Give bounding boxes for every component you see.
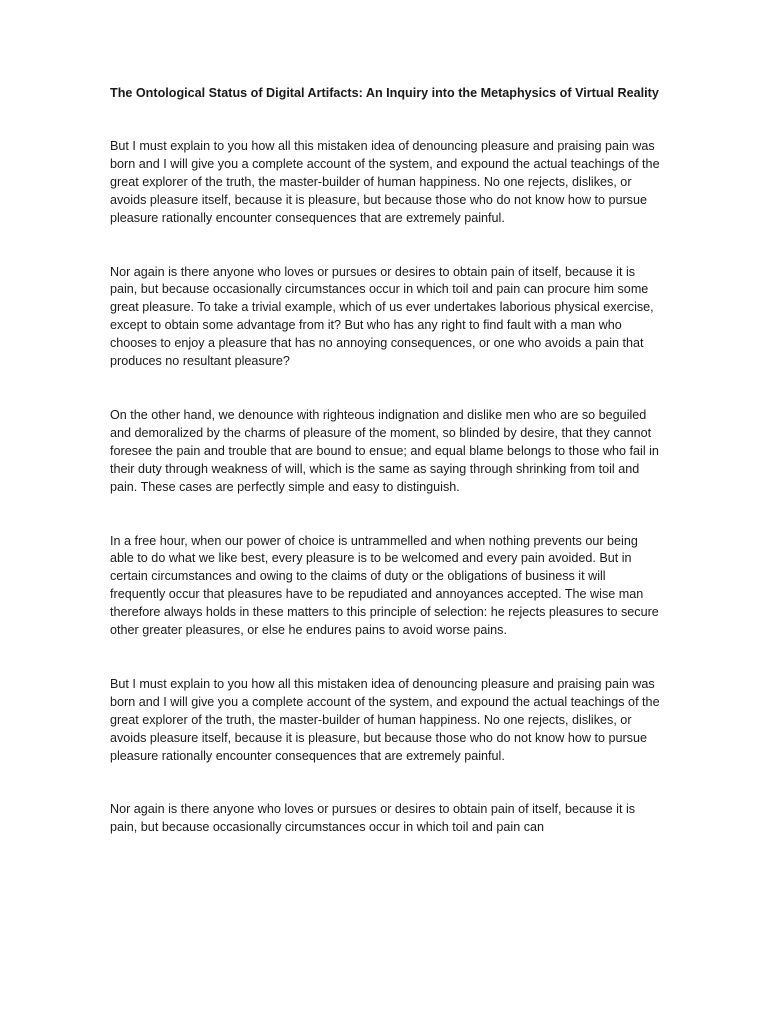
paragraph: Nor again is there anyone who loves or pursues or desires to obtain pain of itself, because it is pain, but because occasionally circumstances occur in which toil and pain can procure him some great pleasure. To take a trivial example, which of us ever undertakes laborious physical exercise, except to obtain some advantage from it? But who has any right to find fault with a man who chooses to enjoy a pleasure that has no annoying consequences, or one who avoids a pain that produces no resultant pleasure? — [110, 264, 654, 369]
paragraph: But I must explain to you how all this mistaken idea of denouncing pleasure and praising pain was born and I will give you a complete account of the system, and expound the actual teachings of the great explorer of the truth, the master-builder of human happiness. No one rejects, dislikes, or avoids pleasure itself, because it is pleasure, but because those who do not know how to pursue pleasure rationally encounter consequences that are extremely painful. — [110, 139, 660, 225]
document-body — [110, 84, 662, 873]
paragraph: On the other hand, we denounce with righteous indignation and dislike men who are so beguiled and demoralized by the charms of pleasure of the moment, so blinded by desire, that they cannot foresee the pain and trouble that are bound to ensue; and equal blame belongs to those who fail in their duty through weakness of will, which is the same as saying through shrinking from toil and pain. These cases are perfectly simple and easy to distinguish. — [110, 407, 659, 494]
paragraph: In a free hour, when our power of choice is untrammelled and when nothing prevents our being able to do what we like best, every pleasure is to be welcomed and every pain avoided. But in certain circumstances and owing to the claims of duty or the obligations of business it will frequently occur that pleasures have to be repudiated and annoyances accepted. The wise man therefore always holds in these matters to this principle of selection: he rejects pleasures to secure other greater pleasures, or else he endures pains to avoid worse pains. — [110, 533, 659, 638]
paragraph: But I must explain to you how all this mistaken idea of denouncing pleasure and praising pain was born and I will give you a complete account of the system, and expound the actual teachings of the great explorer of the truth, the master-builder of human happiness. No one rejects, dislikes, or avoids pleasure itself, because it is pleasure, but because those who do not know how to pursue pleasure rationally encounter consequences that are extremely painful. — [110, 676, 660, 763]
paragraph: Nor again is there anyone who loves or pursues or desires to obtain pain of itself, because it is pain, but because occasionally circumstances occur in which toil and pain can — [110, 802, 636, 835]
document-title: The Ontological Status of Digital Artifacts: An Inquiry into the Metaphysics of Virtual Reality — [110, 86, 659, 100]
